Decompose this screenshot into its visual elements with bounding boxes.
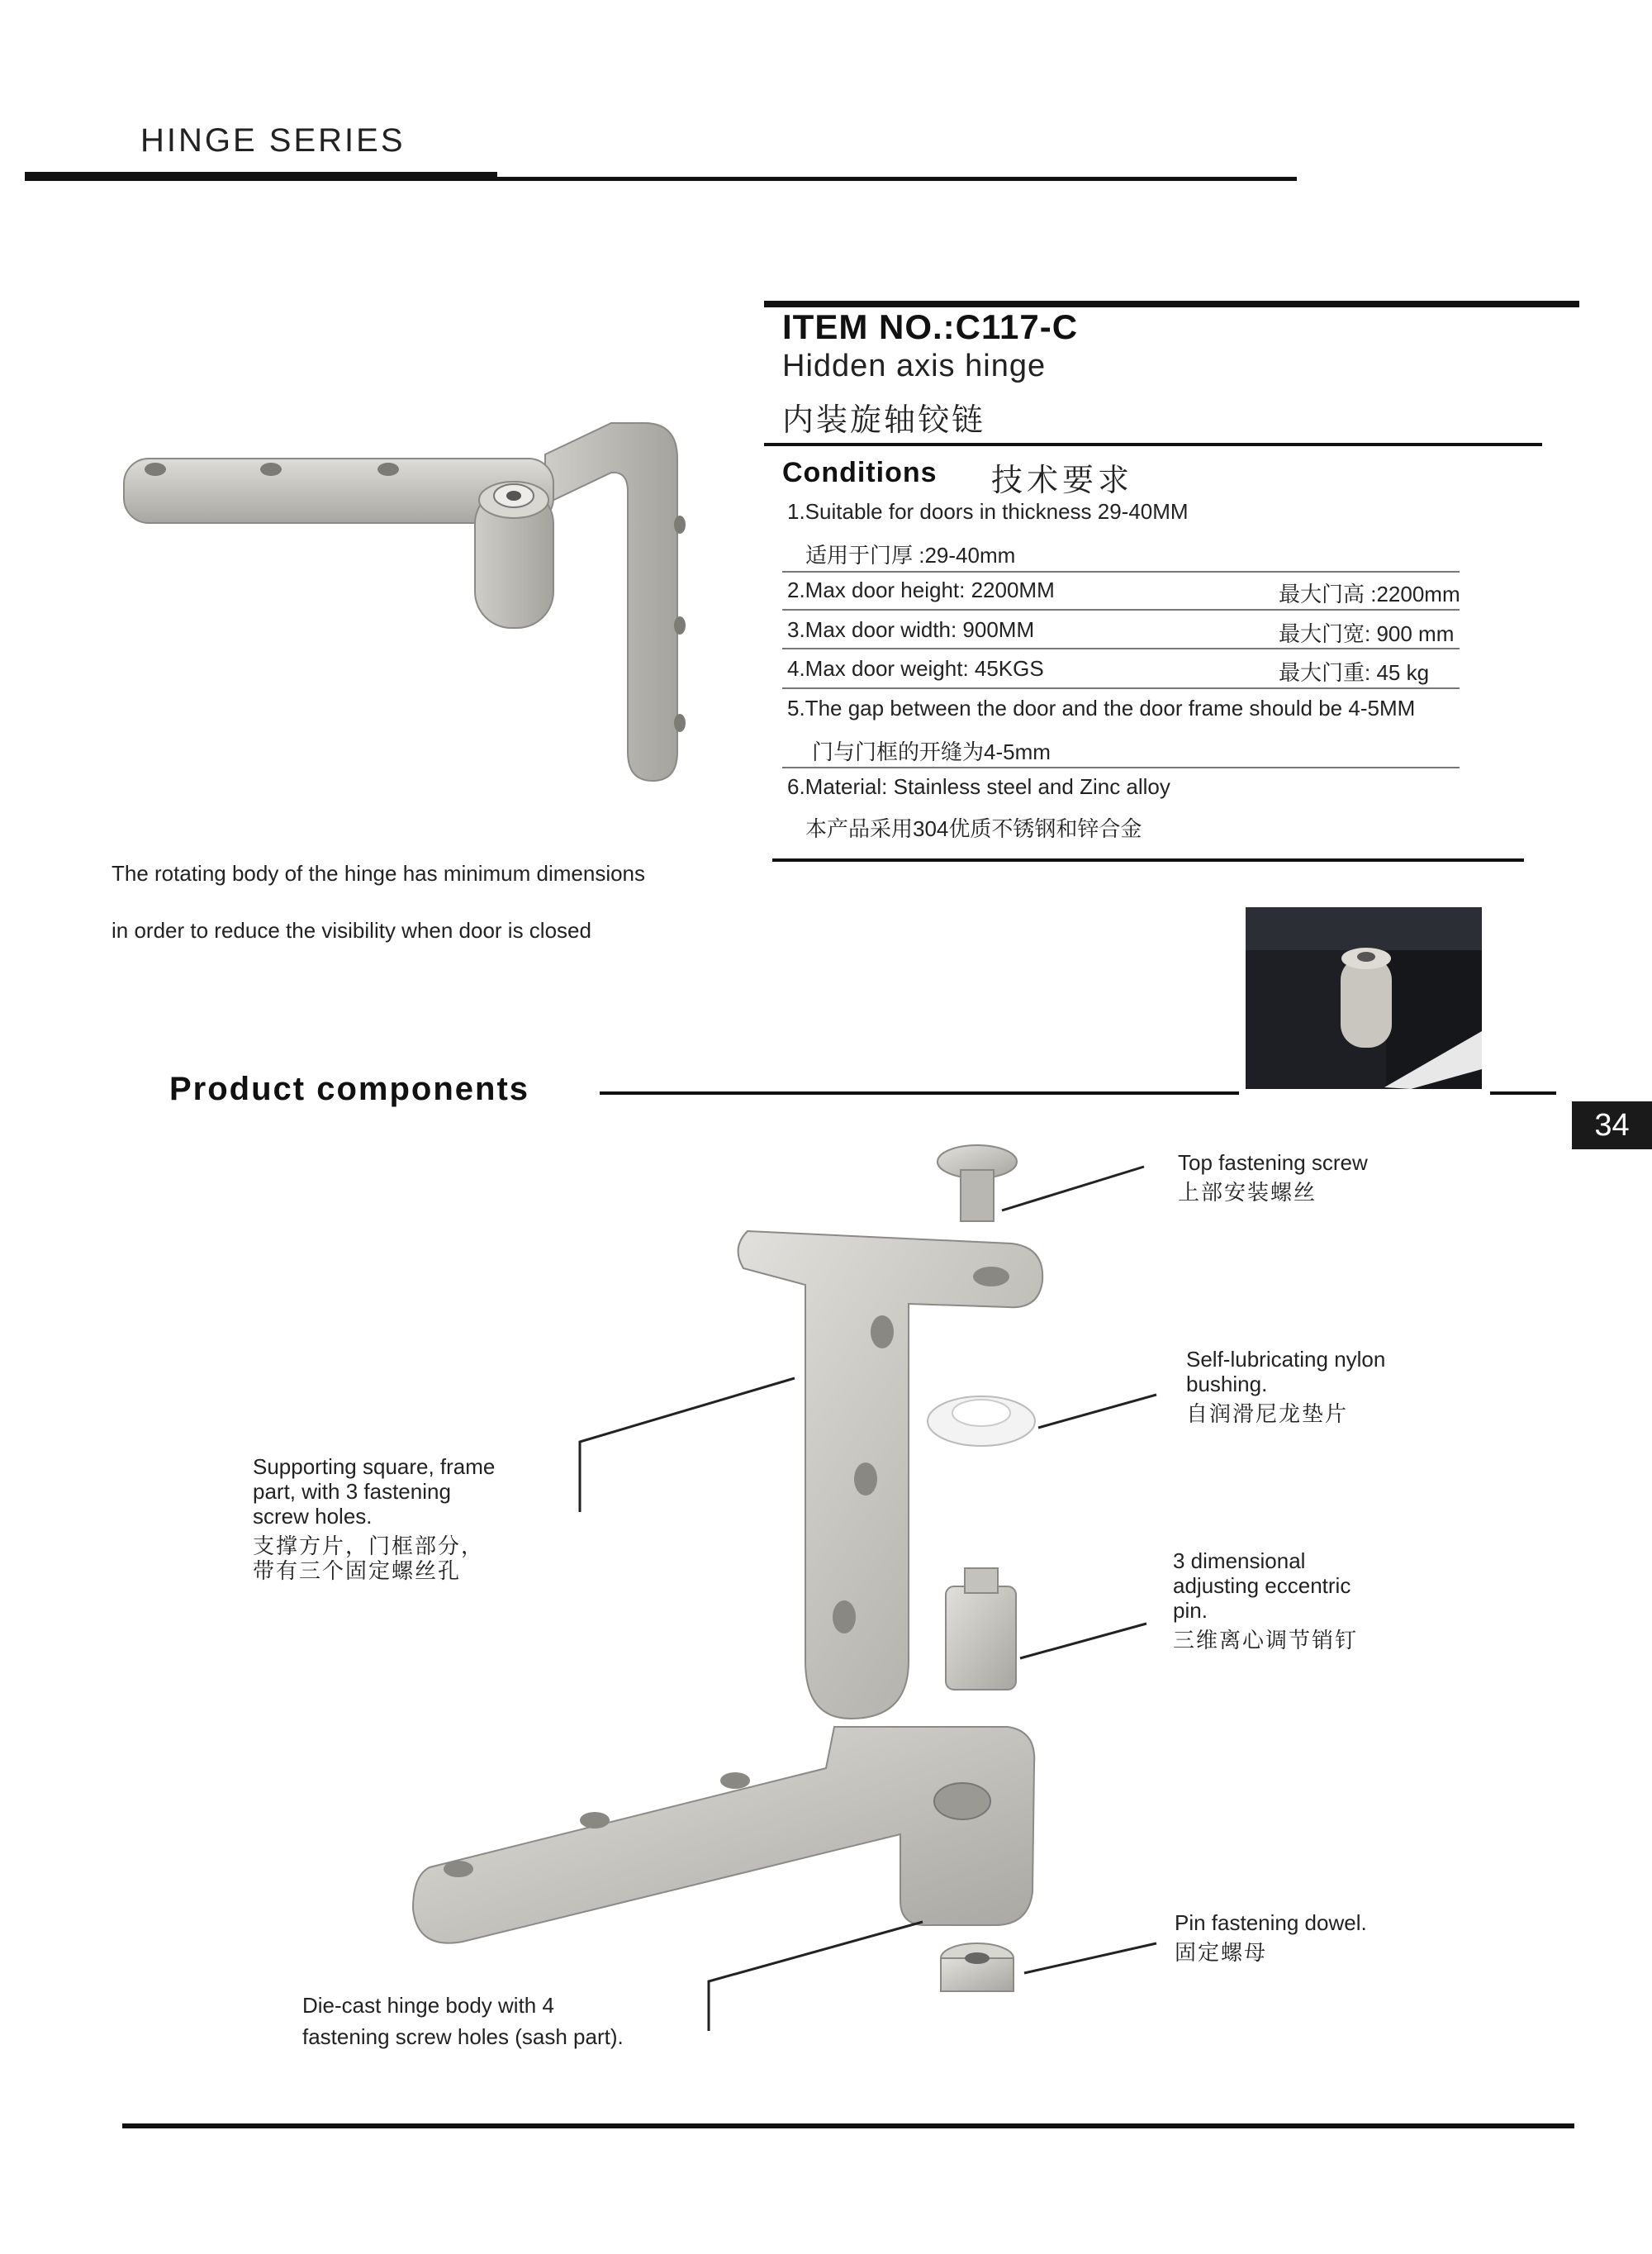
- page-number: 34: [1572, 1101, 1652, 1149]
- item-number: ITEM NO.:C117-C: [782, 307, 1079, 346]
- spec-2-cn: 最大门高 :2200mm: [1279, 582, 1460, 606]
- label-frame-en2: part, with 3 fastening: [253, 1479, 451, 1504]
- label-top-screw-en: Top fastening screw: [1178, 1150, 1368, 1175]
- spec-4: 4.Max door weight: 45KGS: [787, 656, 1044, 681]
- label-bushing: [1186, 1347, 1385, 1426]
- label-pin-en2: adjusting eccentric: [1173, 1573, 1351, 1598]
- spec-1: 1.Suitable for doors in thickness 29-40MM: [787, 499, 1189, 524]
- conditions-title-cn: 技术要求: [991, 464, 1134, 498]
- footer-rule: [122, 2123, 1574, 2128]
- label-dowel: [1175, 1910, 1367, 1965]
- label-body-en1: Die-cast hinge body with 4: [302, 1993, 554, 2018]
- label-pin: [1173, 1548, 1358, 1652]
- series-title: HINGE SERIES: [140, 122, 406, 159]
- spec-2: 2.Max door height: 2200MM: [787, 578, 1055, 602]
- note-line-2: in order to reduce the visibility when door is closed: [112, 918, 591, 943]
- label-bushing-cn: 自润滑尼龙垫片: [1186, 1401, 1349, 1426]
- label-bushing-en1: Self-lubricating nylon: [1186, 1347, 1386, 1372]
- label-dowel-en: Pin fastening dowel.: [1175, 1910, 1367, 1935]
- label-top-screw-cn: 上部安装螺丝: [1178, 1180, 1317, 1205]
- label-pin-cn: 三维离心调节销钉: [1173, 1628, 1359, 1652]
- label-dowel-cn: 固定螺母: [1175, 1940, 1268, 1965]
- item-name-en: Hidden axis hinge: [782, 349, 1047, 383]
- label-frame: [253, 1454, 495, 1583]
- spec-6: 6.Material: Stainless steel and Zinc alloy: [787, 774, 1170, 799]
- spec-3-cn: 最大门宽: 900 mm: [1279, 621, 1455, 646]
- spec-6-cn: 本产品采用304优质不锈钢和锌合金: [805, 816, 1142, 841]
- label-pin-en3: pin.: [1173, 1598, 1208, 1623]
- label-pin-en1: 3 dimensional: [1173, 1548, 1306, 1573]
- label-frame-en3: screw holes.: [253, 1504, 373, 1529]
- label-frame-en1: Supporting square, frame: [253, 1454, 496, 1479]
- spec-3: 3.Max door width: 900MM: [787, 617, 1035, 642]
- item-name-cn: 内装旋轴铰链: [782, 403, 986, 438]
- spec-5: 5.The gap between the door and the door frame should be 4-5MM: [787, 696, 1416, 720]
- spec-4-cn: 最大门重: 45 kg: [1279, 660, 1430, 685]
- label-top-screw: [1178, 1150, 1368, 1205]
- spec-1-cn: 适用于门厚 :29-40mm: [805, 543, 1016, 568]
- components-title: Product components: [169, 1071, 530, 1107]
- label-bushing-en2: bushing.: [1186, 1372, 1268, 1396]
- spec-5-cn: 门与门框的开缝为4-5mm: [812, 739, 1051, 764]
- label-frame-cn2: 带有三个固定螺丝孔: [253, 1558, 462, 1583]
- label-frame-cn1: 支撑方片，门框部分，: [253, 1534, 485, 1558]
- label-body: [302, 1990, 624, 2052]
- note-line-1: The rotating body of the hinge has minimum dimensions: [112, 861, 646, 886]
- conditions-title: Conditions: [782, 457, 938, 488]
- label-body-en2: fastening screw holes (sash part).: [302, 2024, 624, 2049]
